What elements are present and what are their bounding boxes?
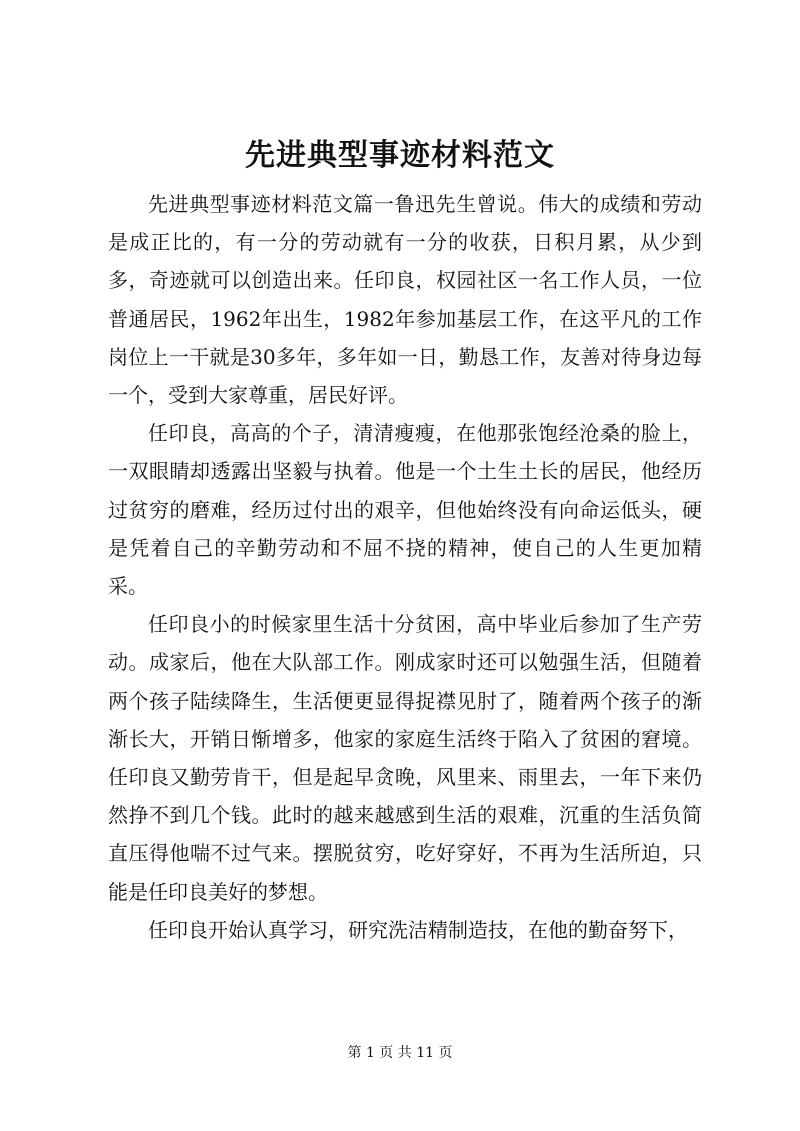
paragraph-4: 任印良开始认真学习，研究洗洁精制造技，在他的勤奋努下，	[148, 917, 688, 942]
paragraph-3: 任印良小的时候家里生活十分贫困，高中毕业后参加了生产劳动。成家后，他在大队部工作。刚成家时还可以勉强生活，但随着两个孩子陆续降生，生活便更显得捉襟见肘了，随着两个孩子的渐渐长大，开销日惭增多，他家的家庭生活终于陷入了贫困的窘境。任印良又勤劳肯干，但是起早贪晚，风里来、雨里去，一年下来仍然挣不到几个钱。此时的越来越感到生活的艰难，沉重的生活负简直压得他喘不过气来。摆脱贫穷，吃好穿好，不再为生活所迫，只能是任印良美好的梦想。	[108, 612, 702, 904]
page-footer: 第 1 页 共 11 页	[347, 1045, 453, 1061]
document-body	[108, 185, 702, 949]
paragraph-1: 先进典型事迹材料范文篇一鲁迅先生曾说。伟大的成绩和劳动是成正比的，有一分的劳动就有一分的收获，日积月累，从少到多，奇迹就可以创造出来。任印良，权园社区一名工作人员，一位普通居民，1962年出生，1982年参加基层工作，在这平凡的工作岗位上一干就是30多年，多年如一日，勤恳工作，友善对待身边每一个，受到大家尊重，居民好评。	[108, 192, 702, 408]
paragraph-2: 任印良，高高的个子，清清瘦瘦，在他那张饱经沧桑的脸上，一双眼睛却透露出坚毅与执着。他是一个土生土长的居民，他经历过贫穷的磨难，经历过付出的艰辛，但他始终没有向命运低头，硬是凭着自己的辛勤劳动和不屈不挠的精神，使自己的人生更加精采。	[108, 421, 702, 599]
document-title: 先进典型事迹材料范文	[245, 138, 555, 173]
